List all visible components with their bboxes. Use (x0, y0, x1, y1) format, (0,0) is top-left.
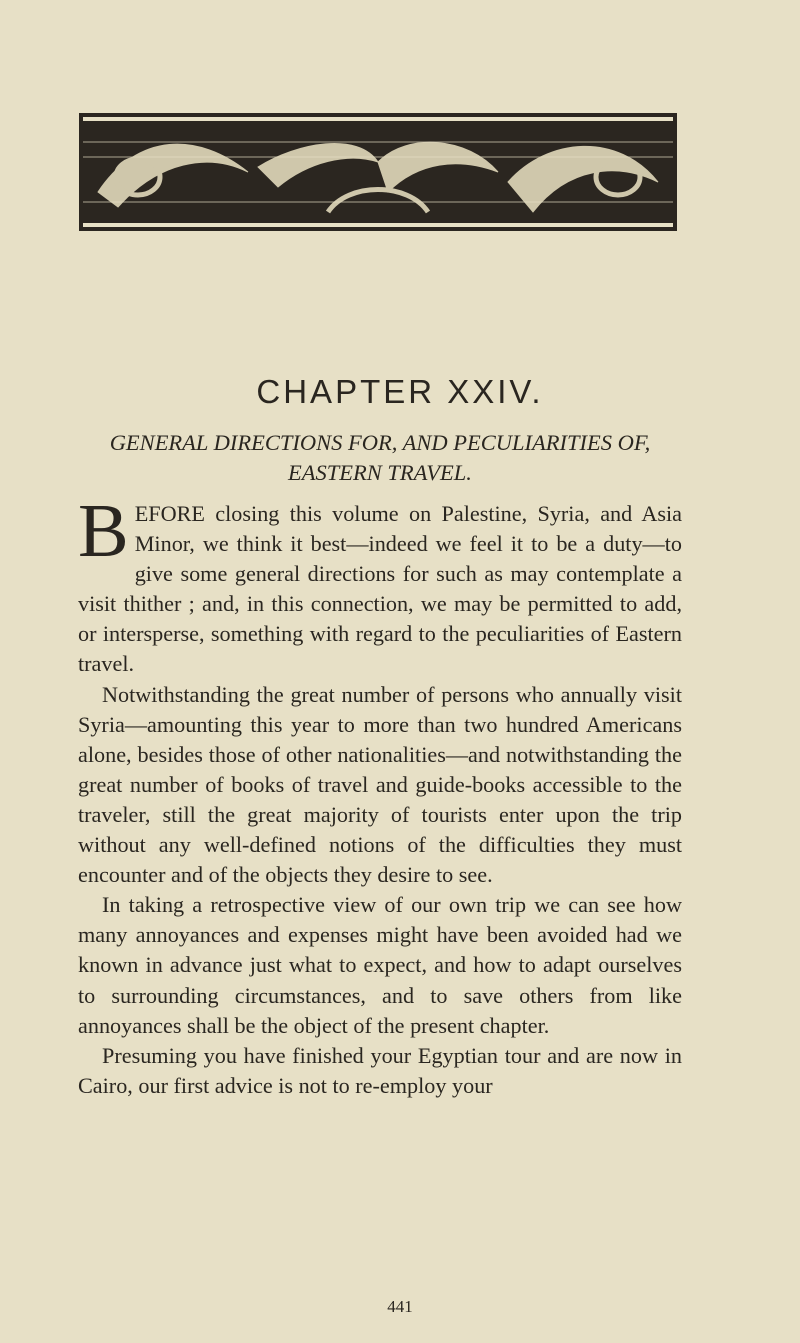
page-number: 441 (387, 1297, 413, 1316)
body-text (78, 489, 682, 1101)
paragraph-2: Notwithstanding the great number of persons who annually visit Syria—amounting this year to more than two hundred Americans alone, besides those of other nationalities—and notwithstanding the great number of books of travel and guide-books accessible to the traveler, still the great majority of tourists enter upon the trip without any well-defined notions of the difficulties they must encounter and of the objects they desire to see. (78, 681, 682, 888)
decorative-headpiece-icon (78, 112, 678, 232)
subtitle-line-1: GENERAL DIRECTIONS FOR, AND PECULIARITIES OF, (109, 430, 651, 455)
paragraph-1 (78, 489, 682, 680)
paragraph-3: In taking a retrospective view of our own trip we can see how many annoyances and expenses might have been avoided had we known in advance just what to expect, and how to adapt ourselves to surrounding circumstances, and to save others from like annoyances shall be the object of the present chapter. (78, 892, 682, 1038)
chapter-heading: CHAPTER XXIV. (256, 373, 544, 410)
paragraph-1-text: EFORE closing this volume on Palestine, Syria, and Asia Minor, we think it best—indeed we feel it to be a duty—to give some general directions for such as may contemplate a visit thither ; and, in this connection, we may be permitted to add, or intersperse, something with regard to the peculiarities of Eastern travel. (78, 501, 682, 677)
chapter-subtitle (78, 428, 682, 488)
paragraph-4: Presuming you have finished your Egyptian tour and are now in Cairo, our first advice is not to re-employ your (78, 1042, 682, 1098)
drop-cap: B (78, 489, 129, 573)
subtitle-line-2: EASTERN TRAVEL. (288, 460, 472, 485)
